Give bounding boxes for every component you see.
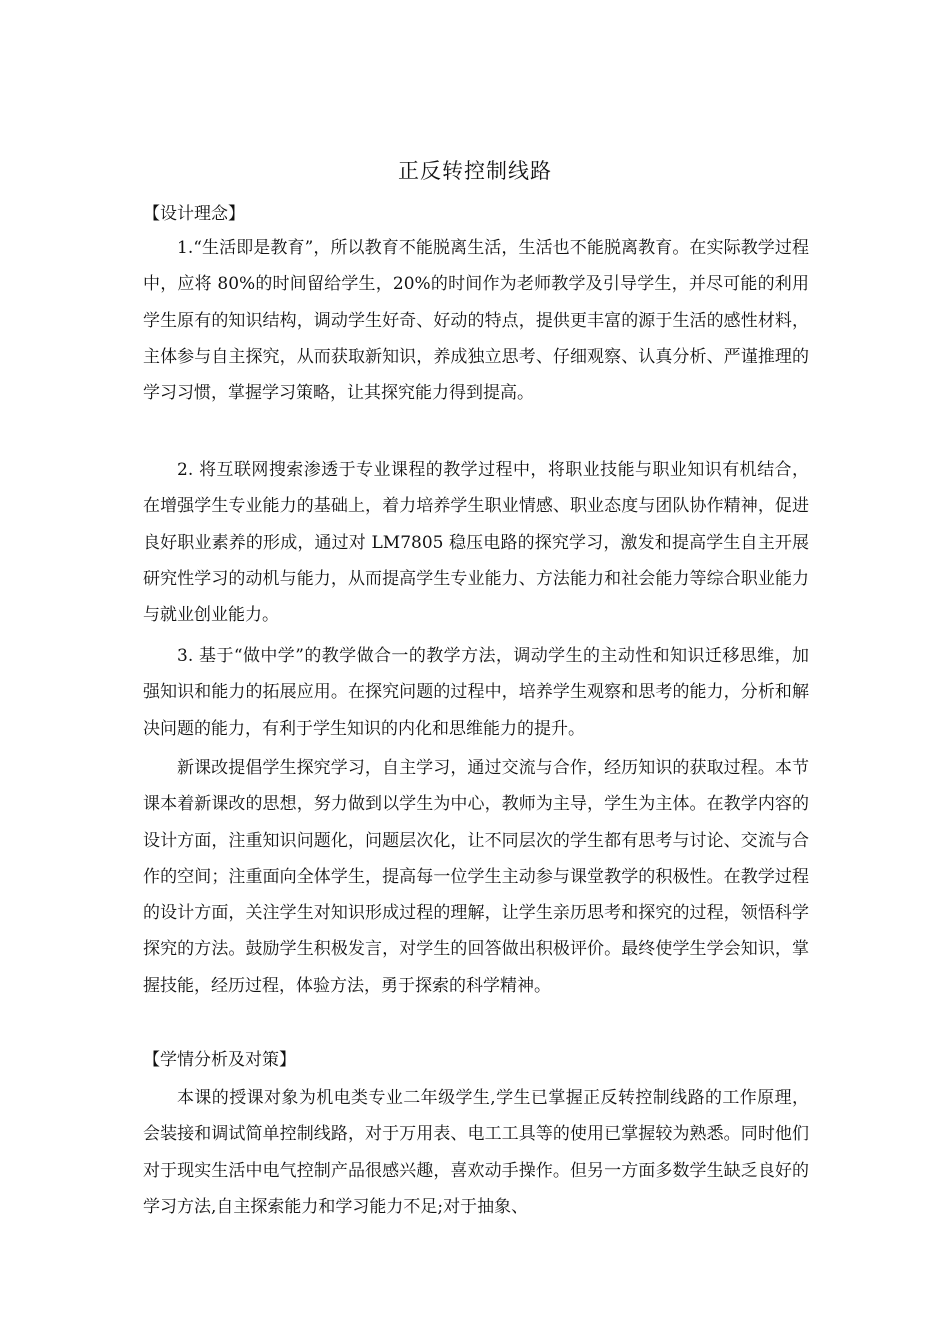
paragraph-design-3: 3. 基于“做中学”的教学做合一的教学方法，调动学生的主动性和知识迁移思维，加强知识和能力的拓展应用。在探究问题的过程中，培养学生观察和思考的能力，分析和解决问题的能力，有利于学生知识的内化和思维能力的提升。: [143, 646, 809, 739]
paragraph-design-4: 新课改提倡学生探究学习，自主学习，通过交流与合作，经历知识的获取过程。本节课本着新课改的思想，努力做到以学生为中心，教师为主导，学生为主体。在教学内容的设计方面，注重知识问题化，问题层次化，让不同层次的学生都有思考与讨论、交流与合作的空间；注重面向全体学生，提高每一位学生主动参与课堂教学的积极性。在教学过程的设计方面，关注学生对知识形成过程的理解，让学生亲历思考和探究的过程，领悟科学探究的方法。鼓励学生积极发言，对学生的回答做出积极评价。最终使学生学会知识，掌握技能，经历过程，体验方法，勇于探索的科学精神。: [143, 758, 809, 996]
section-heading-design-concept: 【设计理念】: [143, 204, 245, 224]
paragraph-learner-1: 本课的授课对象为机电类专业二年级学生,学生已掌握正反转控制线路的工作原理，会装接和调试简单控制线路，对于万用表、电工工具等的使用已掌握较为熟悉。同时他们对于现实生活中电气控制产品很感兴趣，喜欢动手操作。但另一方面多数学生缺乏良好的学习方法,自主探索能力和学习能力不足;对于抽象、: [143, 1088, 809, 1217]
paragraph-design-2: 2. 将互联网搜索渗透于专业课程的教学过程中，将职业技能与职业知识有机结合，在增强学生专业能力的基础上，着力培养学生职业情感、职业态度与团队协作精神，促进良好职业素养的形成，通过对 LM7805 稳压电路的探究学习，激发和提高学生自主开展研究性学习的动机与能力，从而提高学生专业能力、方法能力和社会能力等综合职业能力与就业创业能力。: [143, 460, 809, 626]
section-heading-learner-analysis: 【学情分析及对策】: [143, 1050, 296, 1070]
document-title: 正反转控制线路: [398, 159, 552, 183]
paragraph-design-1: 1.“生活即是教育”，所以教育不能脱离生活，生活也不能脱离教育。在实际教学过程中，应将 80%的时间留给学生，20%的时间作为老师教学及引导学生，并尽可能的利用学生原有的知识结构，调动学生好奇、好动的特点，提供更丰富的源于生活的感性材料，主体参与自主探究，从而获取新知识，养成独立思考、仔细观察、认真分析、严谨推理的学习习惯，掌握学习策略，让其探究能力得到提高。: [143, 238, 809, 404]
